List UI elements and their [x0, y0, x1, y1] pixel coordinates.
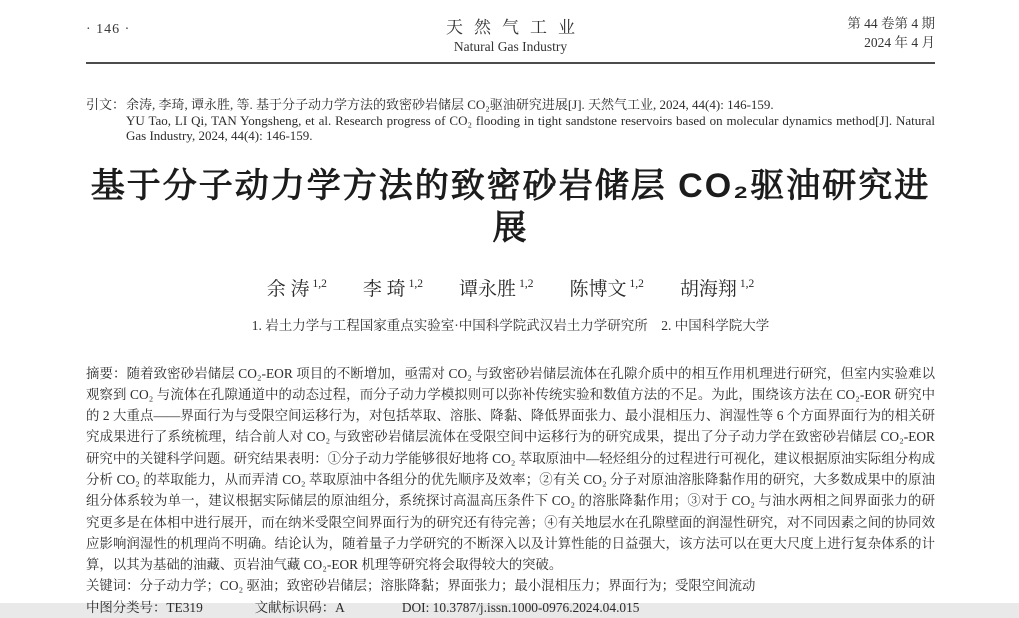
author-affiliation-superscript: 1,2: [629, 278, 644, 291]
keywords-line: [86, 575, 935, 596]
author-name: [680, 274, 754, 301]
abstract-text: 随着致密砂岩储层 CO₂-EOR 项目的不断增加，亟需对 CO₂ 与致密砂岩储层流体在孔隙介质中的相互作用机理进行研究，但室内实验难以观察到 CO₂ 与流体在孔隙通道中的动态过程，而分子动力学模拟则可以弥补传统实验和数值方法的不足。为此，围绕该方法在 CO₂-EOR 研究中的 2 大重点——界面行为与受限空间运移行为，对包括萃取、溶胀、降黏、降低界面张力、最小混相压力、润湿性等 6 个方面界面行为的相关研究成果进行了系统梳理，结合前人对 CO₂ 与致密砂岩储层流体在受限空间中运移行为的研究成果，提出了分子动力学在致密砂岩储层 CO₂-EOR 研究中的关键科学问题。研究结果表明：①分子动力学能够很好地将 CO₂ 萃取原油中—轻烃组分的过程进行可视化，建议根据原油实际组分构成分析 CO₂ 的萃取能力，从而弄清 CO₂ 萃取原油中各组分的优先顺序及效率；②有关 CO₂ 分子对原油溶胀降黏作用的研究，大多数成果中的原油组分体系较为单一，建议根据实际储层的原油组分，系统探讨高温高压条件下 CO₂ 的溶胀降黏作用；③对于 CO₂ 与油水两相之间界面张力的研究更多是在体相中进行展开，而在纳米受限空间界面行为的研究还有待完善；④有关地层水在孔隙壁面的润湿性研究，对不同因素之间的协同效应影响润湿性的机理尚不明确。结论认为，随着量子力学研究的不断深入以及计算性能的日益强大，该方法可以在更大尺度上进行复杂体系的计算，以其为基础的油藏、页岩油气藏 CO₂-EOR 机理等研究将会取得较大的突破。: [86, 365, 935, 573]
citation-block: [86, 97, 935, 144]
running-head: [86, 10, 935, 55]
author-affiliation-superscript: 1,2: [519, 278, 534, 291]
author-name: [459, 274, 533, 301]
citation-label: 引文：: [86, 97, 126, 112]
author-name-text: 余 涛: [266, 278, 310, 300]
author-name: [267, 274, 327, 301]
page-number: · 146 ·: [86, 22, 131, 37]
author-name-text: 李 琦: [362, 278, 406, 300]
citation-english: YU Tao, LI Qi, TAN Yongsheng, et al. Research progress of CO₂ flooding in tight sandstone reservoirs based on molecular dynamics method[J]. Natural Gas Industry, 2024, 44(4): 146-159.: [126, 112, 935, 143]
author-affiliation-superscript: 1,2: [739, 278, 755, 291]
keywords-text: 分子动力学；CO₂ 驱油；致密砂岩储层；溶胀降黏；界面张力；最小混相压力；界面行为；受限空间流动: [139, 578, 756, 594]
author-name: [363, 274, 423, 301]
author-name: [569, 274, 643, 301]
document-code-label: 文献标识码：: [254, 599, 336, 615]
author-name-text: 陈博文: [569, 278, 627, 300]
abstract-paragraph: [86, 363, 935, 576]
affiliation-line: 1. 岩土力学与工程国家重点实验室·中国科学院武汉岩土力学研究所 2. 中国科学院大学: [251, 317, 770, 333]
issue-date: 2024 年 4 月: [864, 35, 935, 50]
abstract-label: 摘要：: [86, 365, 127, 381]
document-code-value: A: [335, 599, 345, 615]
keywords-label: 关键词：: [86, 578, 140, 594]
author-affiliation-superscript: 1,2: [312, 278, 327, 291]
clc-label: 中图分类号：: [86, 599, 167, 615]
doi-text: DOI: 10.3787/j.issn.1000-0976.2024.04.015: [401, 599, 640, 615]
author-affiliation-superscript: 1,2: [408, 278, 424, 291]
volume-issue: 第 44 卷第 4 期: [847, 16, 935, 31]
journal-title-cn: 天然气工业: [446, 18, 586, 37]
journal-masthead: [435, 10, 586, 55]
article-title: 基于分子动力学方法的致密砂岩储层 CO₂驱油研究进展: [90, 166, 931, 247]
citation-body: [126, 97, 935, 144]
issue-info: [775, 10, 935, 52]
clc-number: [86, 597, 203, 618]
author-name-text: 胡海翔: [679, 278, 737, 300]
document-code: [255, 597, 345, 618]
author-name-text: 谭永胜: [459, 278, 517, 300]
author-list: [86, 274, 935, 301]
clc-value: TE319: [166, 599, 203, 615]
journal-title-en: Natural Gas Industry: [453, 39, 568, 54]
citation-chinese: 余涛, 李琦, 谭永胜, 等. 基于分子动力学方法的致密砂岩储层 CO₂驱油研究进展[J]. 天然气工业, 2024, 44(4): 146-159.: [126, 97, 774, 112]
meta-line: [86, 597, 935, 618]
